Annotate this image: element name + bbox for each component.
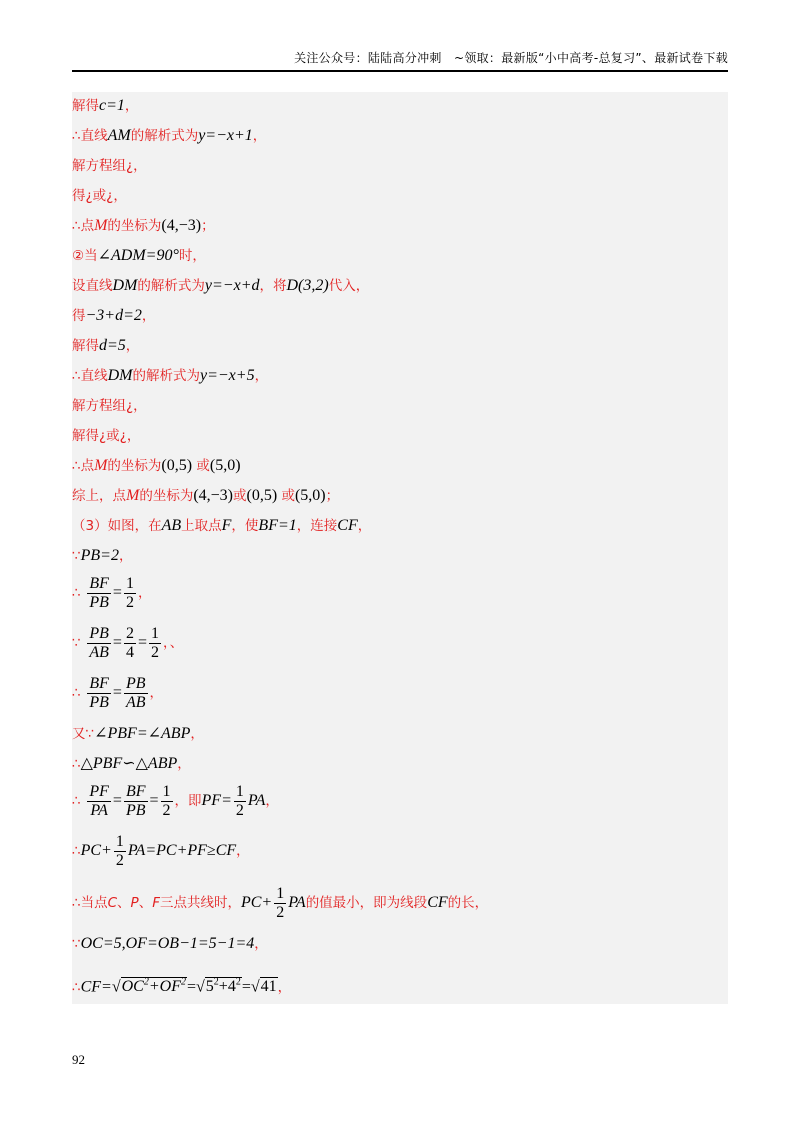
line-24: [72, 884, 488, 922]
text: ∴: [72, 793, 81, 809]
solution-content: [72, 92, 728, 1004]
text: ，: [252, 128, 267, 144]
math: =: [186, 978, 197, 996]
line-22: [72, 782, 279, 820]
text: ∵: [72, 548, 81, 564]
text: ；: [325, 488, 340, 504]
text: 的解析式为: [130, 128, 199, 144]
line-6: [72, 244, 206, 267]
text: ，: [124, 98, 139, 114]
text: 或: [277, 488, 295, 504]
text: 得¿或¿，: [72, 188, 127, 204]
line-10: [72, 364, 268, 387]
text: ，: [254, 368, 269, 384]
math: CF=: [80, 978, 112, 996]
text: ∴: [72, 756, 81, 772]
math: =: [112, 684, 122, 701]
math: =: [137, 634, 147, 651]
math: M: [94, 217, 108, 234]
math: (0,5): [161, 457, 193, 474]
text: ，: [137, 585, 152, 601]
page-number: 92: [72, 1052, 85, 1067]
fraction: $\frac{PB}{AB}$: [125, 674, 146, 711]
fraction: $\frac{PB}{AB}$: [89, 624, 109, 661]
radicand: $OC^2+OF^2$: [121, 977, 186, 996]
math: y=−x+5: [199, 367, 255, 384]
text: 的值最小，即为线段: [305, 895, 428, 911]
text: ，使: [231, 518, 259, 534]
math: M: [94, 457, 108, 474]
math: CF: [337, 517, 358, 534]
line-25: [72, 932, 268, 955]
math: CF: [427, 894, 448, 911]
fraction: $\frac{1}{2}$: [235, 782, 244, 819]
line-4: [72, 184, 127, 207]
text: ，: [265, 793, 279, 809]
math: y=−x+d: [204, 277, 260, 294]
header-text: 关注公众号：陆陆高分冲刺 ~领取：最新版“小中高考-总复习”、最新试卷下载: [294, 51, 728, 65]
text: ，: [125, 338, 140, 354]
math: PA: [247, 792, 266, 809]
text: ，: [118, 548, 133, 564]
line-19: [72, 674, 163, 712]
line-2: [72, 124, 266, 147]
line-15: [72, 514, 371, 537]
text: 代入，: [328, 278, 370, 294]
text: ，: [190, 726, 204, 742]
text: ，: [277, 979, 292, 996]
sqrt-sign: √: [250, 978, 260, 996]
text: （3）如图，在: [72, 518, 162, 534]
text: 、: [117, 895, 131, 911]
text: 或: [192, 458, 210, 474]
fraction: $\frac{1}{2}$: [276, 884, 285, 921]
math: BF=1: [258, 517, 297, 534]
text: ，: [236, 843, 250, 859]
math: −3+d=2: [85, 307, 142, 324]
math: D(3,2): [286, 277, 329, 294]
text: ∴当点: [72, 895, 108, 911]
math: c=1: [99, 97, 125, 114]
text: 的坐标为: [107, 218, 162, 234]
text: ∴点: [72, 458, 95, 474]
fraction: $\frac{BF}{PB}$: [125, 782, 146, 819]
line-3: [72, 154, 147, 177]
line-21: [72, 752, 191, 775]
line-5: [72, 214, 215, 237]
math: =: [149, 792, 159, 809]
fraction: $\frac{1}{2}$: [125, 574, 134, 611]
math: y=−x+1: [198, 127, 253, 144]
text: 的解析式为: [132, 368, 200, 384]
math: =: [112, 584, 122, 601]
math: =: [241, 978, 251, 996]
math: DM: [112, 277, 138, 294]
line-1: [72, 94, 138, 117]
text: ∴: [72, 685, 81, 701]
math: (0,5): [246, 487, 278, 504]
math: PB=2: [80, 547, 119, 564]
fraction: $\frac{2}{4}$: [125, 624, 134, 661]
fraction: $\frac{1}{2}$: [150, 624, 159, 661]
text: 解得: [72, 338, 99, 354]
line-14: [72, 484, 339, 507]
fraction: $\frac{1}{2}$: [115, 832, 124, 869]
text: 综上，点: [72, 488, 126, 504]
text: 又∵: [72, 726, 95, 742]
math: d=5: [99, 337, 126, 354]
math: (4,−3): [193, 487, 234, 504]
sqrt-sign: √: [111, 978, 121, 996]
sqrt-sign: √: [196, 978, 205, 996]
text: 解得: [72, 98, 99, 114]
fraction: $\frac{BF}{PB}$: [89, 574, 109, 611]
math: F: [221, 517, 232, 534]
text: ∴点: [72, 218, 95, 234]
line-16: [72, 544, 132, 567]
line-13: [72, 454, 241, 477]
math: PA: [288, 894, 306, 911]
text: C: [107, 895, 118, 911]
fraction: $\frac{BF}{PB}$: [89, 674, 109, 711]
math: PC+: [240, 894, 273, 911]
text: ，: [149, 685, 163, 701]
math: ∠PBF=∠ABP: [94, 725, 191, 742]
line-9: [72, 334, 139, 357]
text: ；: [201, 218, 215, 234]
text: 得: [72, 308, 86, 324]
text: 时，: [178, 248, 206, 264]
text: ∴: [72, 585, 81, 601]
line-18: [72, 624, 183, 662]
line-12: [72, 424, 140, 447]
text: ，: [141, 308, 156, 324]
math: M: [126, 487, 140, 504]
math: =: [112, 634, 122, 651]
math: AM: [107, 127, 131, 144]
math: PC+: [80, 842, 112, 859]
math: =: [112, 792, 122, 809]
text: ，连接: [296, 518, 338, 534]
text: 解得¿或¿，: [72, 428, 141, 444]
math: DM: [107, 367, 133, 384]
text: 解方程组¿，: [72, 158, 147, 174]
text: P: [130, 895, 139, 911]
math: (4,−3): [161, 217, 202, 234]
line-8: [72, 304, 155, 327]
text: ∵: [72, 936, 81, 952]
radicand: $5^2+4^2$: [205, 977, 241, 996]
math: △PBF∽△ABP: [80, 755, 178, 772]
page-header: [72, 48, 728, 72]
line-11: [72, 394, 147, 417]
text: ，即: [174, 793, 202, 809]
line-23: [72, 832, 250, 870]
math: (5,0): [209, 457, 241, 474]
text: 设直线: [72, 278, 113, 294]
math: PF=: [201, 792, 232, 809]
line-7: [72, 274, 369, 297]
math: AB: [161, 517, 182, 534]
text: 的解析式为: [137, 278, 205, 294]
text: F: [152, 895, 160, 911]
math: (5,0): [294, 487, 326, 504]
text: 上取点: [181, 518, 222, 534]
math: PA=PC+PF≥CF: [127, 842, 237, 859]
fraction: $\frac{PF}{PA}$: [89, 782, 109, 819]
text: ，、: [162, 635, 184, 651]
line-17: [72, 574, 151, 612]
text: ∴: [72, 979, 81, 996]
line-26: [72, 972, 291, 998]
text: ，: [254, 936, 268, 952]
text: ∵: [72, 635, 81, 651]
fraction: $\frac{1}{2}$: [162, 782, 171, 819]
text: 解方程组¿，: [72, 398, 147, 414]
text: ∴直线: [72, 128, 108, 144]
line-20: [72, 722, 204, 745]
text: ②当: [72, 248, 98, 264]
text: 、: [138, 895, 153, 911]
text: 的坐标为: [139, 488, 194, 504]
math: ∠ADM=90°: [97, 247, 179, 264]
text: ，: [177, 756, 191, 772]
text: ∴直线: [72, 368, 108, 384]
text: 三点共线时，: [159, 895, 241, 911]
text: ，将: [259, 278, 287, 294]
text: 的长，: [447, 895, 489, 911]
radicand: 41: [260, 978, 277, 996]
math: OC=5,OF=OB−1=5−1=4: [80, 935, 255, 952]
text: ，: [357, 518, 372, 534]
text: 的坐标为: [107, 458, 162, 474]
text: 或: [233, 488, 247, 504]
text: ∴: [72, 843, 81, 859]
